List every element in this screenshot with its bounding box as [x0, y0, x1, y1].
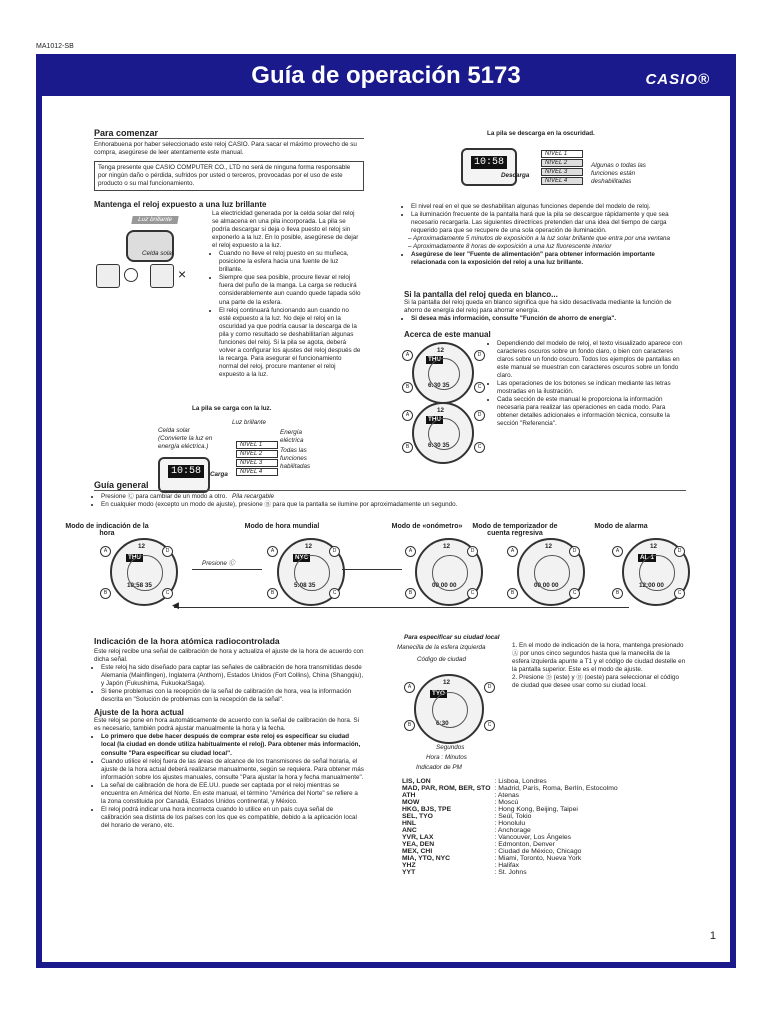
- general-bullet: • Presione Ⓒ para cambiar de un modo a otro.: [101, 493, 686, 501]
- blank-section: [404, 290, 686, 323]
- title-bar: [42, 60, 730, 96]
- atomic-sub-heading: Ajuste de la hora actual: [94, 708, 184, 718]
- button-d-icon: D: [162, 546, 173, 557]
- city-row: [402, 799, 622, 806]
- button-a-icon: A: [402, 410, 413, 421]
- level-box: NIVEL 3: [541, 168, 583, 176]
- city-row: [402, 834, 622, 841]
- button-b-icon: B: [612, 588, 623, 599]
- charge-functions: Todas las funciones habilitadas: [280, 447, 311, 471]
- city-code: SEL, TYO: [402, 813, 433, 820]
- button-a-icon: A: [404, 682, 415, 693]
- city-name: : Miami, Toronto, Nueva York: [494, 855, 582, 862]
- city-code: MEX, CHI: [402, 848, 433, 855]
- city-row: [402, 806, 622, 813]
- atomic-bullet: • Cuando utilice el reloj fuera de las áreas de alcance de los transmisores de señal horaria, el ajuste de la hora actual deberá realizarse manualmente, según se requiera. Para obtener más información sobre los ajustes manuales, consulte "Para ajustar la hora y fecha manualmente".: [101, 758, 364, 782]
- atomic-sub-text: Este reloj se pone en hora automáticamente de acuerdo con la señal de calibración de hora. Si es necesario, también podrá ajustar manualmente la hora y la fecha.: [94, 717, 359, 733]
- watch-time: 6:30 35: [428, 382, 450, 389]
- light-bullet: • El reloj continuará funcionando aun cuando no esté expuesto a la luz. No deje el reloj en la oscuridad ya que podría causar la descarga de la pila y como resultado se deshabilitarían algunas funciones del reloj. Si la pila se agota, deberá volver a configurar los ajustes del reloj después de la recarga. Para asegurar el funcionamiento normal del reloj, procure mantener el reloj expuesto a la luz.: [219, 307, 362, 379]
- charge-label: Carga: [210, 471, 228, 478]
- city-heading: Para especificar su ciudad local: [404, 634, 500, 641]
- city-name: : Moscú: [494, 799, 519, 806]
- watch-time: 00 00 00: [534, 582, 559, 589]
- watch-mode: THU: [128, 554, 141, 561]
- mode-label: Modo de temporizador de cuenta regresiva: [472, 523, 558, 537]
- level-box: NIVEL 4: [236, 468, 278, 476]
- city-name: : Hong Kong, Beijing, Taipei: [494, 806, 578, 813]
- mode-label: Modo de indicación de la hora: [65, 523, 149, 537]
- city-row: [402, 841, 622, 848]
- city-section: [404, 634, 686, 642]
- discharge-levels: [541, 150, 583, 186]
- intro-text: Enhorabuena por haber seleccionado este reloj CASIO. Para sacar el máximo provecho de su compra, asegúrese de leer atentamente este manual.: [94, 141, 357, 157]
- atomic-bullet: • Si tiene problemas con la recepción de la señal de calibración de hora, vea la información descrita en "Solución de problemas con la recepción de la señal".: [101, 688, 364, 704]
- page-frame: [36, 54, 736, 968]
- button-c-icon: C: [467, 588, 478, 599]
- atomic-bullet: • El reloj podrá indicar una hora incorrecta cuando lo utilice en un país cuya señal de calibración sea distinta de los países con los que es compatible, debido a la aplicación local del horario de verano, etc.: [101, 806, 364, 830]
- watch-mode: AL-1: [640, 554, 654, 561]
- light-label-bright: Luz brillante: [131, 216, 178, 224]
- watch-mode: TYO: [432, 690, 445, 697]
- city-row: [402, 820, 622, 827]
- blank-bold: • Si desea más información, consulte "Función de ahorro de energía".: [411, 315, 686, 323]
- city-row: [402, 848, 622, 855]
- city-step: 2. Presione Ⓓ (este) y Ⓑ (oeste) para seleccionar el código de ciudad que desee usar como su ciudad local.: [512, 674, 679, 690]
- button-a-icon: A: [100, 546, 111, 557]
- watch-time: 6:30 35: [428, 442, 450, 449]
- blank-text: Si la pantalla del reloj queda en blanco significa que ha sido desactivada mediante la función de ahorro de energía del reloj para ahorrar energía.: [404, 299, 672, 315]
- level-box: NIVEL 2: [541, 159, 583, 167]
- button-b-icon: B: [405, 588, 416, 599]
- intro-section: [94, 128, 364, 191]
- mode-label: Modo de alarma: [594, 523, 648, 530]
- brand-logo: CASIO®: [645, 71, 710, 88]
- city-label-code: Código de ciudad: [417, 656, 467, 663]
- hand-on-icon: [96, 264, 120, 288]
- button-c-icon: C: [474, 382, 485, 393]
- watch-time: 00 00 00: [432, 582, 457, 589]
- watch-top: 12: [138, 543, 146, 550]
- mode-label: Modo de hora mundial: [244, 523, 320, 530]
- discharge-caption: La pila se descarga en la oscuridad.: [487, 130, 595, 137]
- city-name: : Seúl, Tokio: [494, 813, 532, 820]
- atomic-text: Este reloj recibe una señal de calibración de hora y actualiza el ajuste de la hora de acuerdo con dicha señal.: [94, 648, 364, 664]
- button-d-icon: D: [467, 546, 478, 557]
- light-text-block: [212, 210, 362, 379]
- atomic-bullet: • La señal de calibración de hora de EE.UU. puede ser captada por el reloj mientras se encuentra en América del Norte. En este manual, el término "América del Norte" se refiere a la zona constituida por Canadá, Estados Unidos continental, y México.: [101, 782, 364, 806]
- forward-arrow: [342, 569, 402, 570]
- city-name: : Anchorage: [494, 827, 531, 834]
- city-name: : Ciudad de México, Chicago: [494, 848, 582, 855]
- button-a-icon: A: [267, 546, 278, 557]
- notes-dash: – Aproximadamente 8 horas de exposición a una luz fluorescente interior: [408, 243, 612, 251]
- intro-notice: Tenga presente que CASIO COMPUTER CO., LTD no será de ninguna forma responsable por ningún daño o pérdida, sufridos por usted o terceros, provocadas por el uso de este producto o su mal funcionamiento.: [94, 161, 364, 191]
- atomic-bold-bullet: • Lo primero que debe hacer después de comprar este reloj es especificar su ciudad local (la ciudad en donde utiliza habitualmente el reloj). Para obtener más información, consulte "Para especificar su ciudad local".: [101, 733, 364, 757]
- city-name: : Madrid, París, Roma, Berlín, Estocolmo: [494, 785, 618, 792]
- city-label-hm: Hora : Minutos: [426, 754, 467, 761]
- button-d-icon: D: [474, 350, 485, 361]
- discharge-display: 10:58: [471, 156, 507, 169]
- city-name: : Atenas: [494, 792, 520, 799]
- about-watch-1: [412, 342, 474, 404]
- ok-mark-icon: [124, 268, 138, 282]
- button-b-icon: B: [402, 442, 413, 453]
- charge-battery: Pila recargable: [232, 493, 275, 500]
- city-row: [402, 785, 622, 792]
- button-c-icon: C: [484, 720, 495, 731]
- city-label-sec: Segundos: [436, 744, 465, 751]
- city-row: [402, 792, 622, 799]
- city-code: YVR, LAX: [402, 834, 434, 841]
- button-a-icon: A: [507, 546, 518, 557]
- city-steps: [512, 642, 686, 690]
- city-name: : Edmonton, Denver: [494, 841, 555, 848]
- charge-bright: Luz brillante: [232, 419, 266, 426]
- charge-caption: La pila se carga con la luz.: [192, 405, 272, 412]
- city-step-text: En el modo de indicación de la hora, mantenga presionado Ⓐ por unos cinco segundos hasta que la manecilla de la esfera izquierda apunte a T1 y el código de ciudad destelle en la pantalla superior. Este es el modo de ajuste.: [512, 642, 686, 674]
- level-box: NIVEL 1: [541, 150, 583, 158]
- city-name: : Honolulu: [494, 820, 526, 827]
- city-code: ATH: [402, 792, 416, 799]
- watch-top: 12: [437, 407, 445, 414]
- watch-top: 12: [443, 543, 451, 550]
- city-label-hand: Manecilla de la esfera izquierda: [397, 644, 486, 651]
- watch-top: 12: [305, 543, 313, 550]
- atomic-heading: Indicación de la hora atómica radiocontrolada: [94, 636, 280, 646]
- button-c-icon: C: [474, 442, 485, 453]
- button-c-icon: C: [162, 588, 173, 599]
- page-number: 1: [709, 930, 716, 942]
- discharge-lcd-watch: [461, 148, 517, 186]
- level-box: NIVEL 1: [236, 441, 278, 449]
- forward-arrow: [192, 569, 262, 570]
- city-name: : Vancouver, Los Ángeles: [494, 834, 572, 841]
- arrow-left-icon: ◀: [172, 600, 179, 610]
- atomic-bullet: • Este reloj ha sido diseñado para captar las señales de calibración de hora transmitidas desde Alemania (Mainflingen), Inglaterra (Anthorn), Estados Unidos (Fort Collins), China (Shangqiu), y Japón (Fukushima, Fukuoka/Saga).: [101, 664, 364, 688]
- city-code: YEA, DEN: [402, 841, 435, 848]
- light-label-cell: Celda solar: [142, 250, 174, 257]
- watch-mode: THU: [428, 416, 441, 423]
- watch-time: 10:58 35: [127, 582, 152, 589]
- button-b-icon: B: [100, 588, 111, 599]
- watch-mode: THU: [428, 356, 441, 363]
- button-d-icon: D: [484, 682, 495, 693]
- general-bullet: • En cualquier modo (excepto un modo de ajuste), presione Ⓑ para que la pantalla se ilumine por aproximadamente un segundo.: [101, 501, 686, 509]
- ng-mark-icon: ×: [178, 266, 187, 282]
- button-a-icon: A: [402, 350, 413, 361]
- blank-heading: Si la pantalla del reloj queda en blanco...: [404, 290, 558, 299]
- city-code: LIS, LON: [402, 778, 431, 785]
- press-c-label: Presione Ⓒ: [202, 560, 235, 567]
- button-c-icon: C: [674, 588, 685, 599]
- city-code: YYT: [402, 869, 416, 876]
- light-heading: Mantenga el reloj expuesto a una luz brillante: [94, 200, 267, 209]
- city-watch: [414, 674, 484, 744]
- watch-top: 12: [545, 543, 553, 550]
- return-arrow: [174, 607, 629, 608]
- button-c-icon: C: [329, 588, 340, 599]
- city-step-text: Presione Ⓓ (este) y Ⓑ (oeste) para seleccionar el código de ciudad que desee usar como su ciudad local.: [512, 674, 679, 690]
- right-notes: [404, 203, 686, 267]
- watch-top: 12: [443, 679, 451, 686]
- discharge-label: Descarga: [501, 172, 530, 179]
- city-code: ANC: [402, 827, 417, 834]
- charge-display: 10:58: [168, 465, 204, 478]
- city-step: 1. En el modo de indicación de la hora, mantenga presionado Ⓐ por unos cinco segundos hasta que la manecilla de la esfera izquierda apunte a T1 y el código de ciudad destelle en la pantalla superior. Este es el modo de ajuste.: [512, 642, 686, 674]
- about-watch-2: [412, 402, 474, 464]
- city-table: [402, 778, 622, 876]
- city-row: [402, 813, 622, 820]
- city-label-pm: Indicador de PM: [416, 764, 462, 771]
- button-b-icon: B: [507, 588, 518, 599]
- city-row: [402, 869, 622, 876]
- page-title: Guía de operación 5173: [251, 62, 521, 89]
- watch-top: 12: [650, 543, 658, 550]
- city-code: MIA, YTO, NYC: [402, 855, 451, 862]
- watch-time: 12:00 00: [639, 582, 664, 589]
- about-bullet: • Dependiendo del modelo de reloj, el texto visualizado aparece con caracteres oscuros sobre un fondo claro, o bien con caracteres claros sobre un fondo oscuro. Todos los ejemplos de pantallas en este manual se muestran con caracteres oscuros sobre un fondo claro.: [497, 340, 686, 380]
- discharge-diagram: [457, 140, 657, 200]
- button-b-icon: B: [267, 588, 278, 599]
- notes-dash-text: Aproximadamente 8 horas de exposición a una luz fluorescente interior: [413, 243, 612, 251]
- notes-dash-text: Aproximadamente 5 minutos de exposición a la luz solar brillante que entra por una ventana: [413, 235, 670, 243]
- button-d-icon: D: [474, 410, 485, 421]
- watch-mode: NYC: [295, 554, 309, 561]
- button-d-icon: D: [674, 546, 685, 557]
- city-name: : Lisboa, Londres: [494, 778, 547, 785]
- notes-bullet: • La iluminación frecuente de la pantalla hará que la pila se descargue rápidamente y que sea necesario recargarla. Las siguientes directrices pretenden dar una idea del tiempo de carga requerido para que se recupere de una sola operación de iluminación.: [411, 211, 686, 235]
- city-code: MAD, PAR, ROM, BER, STO: [402, 785, 491, 792]
- watch-time: 6:30: [436, 720, 449, 727]
- intro-heading: Para comenzar: [94, 128, 364, 139]
- notes-dash: – Aproximadamente 5 minutos de exposición a la luz solar brillante que entra por una ventana: [408, 235, 670, 243]
- light-text: La electricidad generada por la celda solar del reloj se almacena en una pila incorporada. La pila se podría descargar si deja o lleva puesto el reloj sin exponerlo a la luz. En lo posible, asegúrese de dejar el reloj expuesto a la luz.: [212, 210, 359, 250]
- general-section: [94, 480, 686, 509]
- about-heading: Acerca de este manual: [404, 330, 491, 339]
- discharge-note: Algunas o todas las funciones están deshabilitadas: [591, 162, 646, 186]
- button-d-icon: D: [569, 546, 580, 557]
- notes-bold-bullet: • Asegúrese de leer "Fuente de alimentación" para obtener información importante relacionada con la exposición del reloj a una luz brillante.: [411, 251, 686, 267]
- atomic-section: [94, 636, 364, 830]
- charge-cell: Celda solar (Convierte la luz en energía eléctrica.): [158, 427, 213, 451]
- about-bullet: • Las operaciones de los botones se indican mediante las letras mostradas en la ilustración.: [497, 380, 686, 396]
- city-row: [402, 862, 622, 869]
- charge-levels: [236, 441, 278, 477]
- hand-sleeve-icon: [150, 264, 174, 288]
- light-bullet: • Cuando no lleve el reloj puesto en su muñeca, posicione la esfera hacia una fuente de luz brillante.: [219, 250, 362, 274]
- about-text: [490, 340, 686, 429]
- charge-energy: Energía eléctrica: [280, 429, 304, 445]
- city-code: HNL: [402, 820, 416, 827]
- city-row: [402, 855, 622, 862]
- level-box: NIVEL 2: [236, 450, 278, 458]
- level-box: NIVEL 4: [541, 177, 583, 185]
- city-code: MOW: [402, 799, 420, 806]
- button-a-icon: A: [612, 546, 623, 557]
- watch-top: 12: [437, 347, 445, 354]
- level-box: NIVEL 3: [236, 459, 278, 467]
- city-code: HKG, BJS, TPE: [402, 806, 452, 813]
- button-b-icon: B: [404, 720, 415, 731]
- city-name: : Halifax: [494, 862, 520, 869]
- city-code: YHZ: [402, 862, 416, 869]
- city-row: [402, 827, 622, 834]
- city-row: [402, 778, 622, 785]
- general-heading: Guía general: [94, 480, 686, 491]
- button-c-icon: C: [569, 588, 580, 599]
- mode-label: Modo de «onómetro»: [391, 523, 463, 530]
- watch-time: 5:08 35: [294, 582, 316, 589]
- light-bullet: • Siempre que sea posible, procure llevar el reloj fuera del puño de la manga. La carga se reducirá considerablemente aun cuando quede tapada sólo una parte de la esfera.: [219, 274, 362, 306]
- button-b-icon: B: [402, 382, 413, 393]
- button-a-icon: A: [405, 546, 416, 557]
- city-name: : St. Johns: [494, 869, 527, 876]
- about-bullet: • Cada sección de este manual le proporciona la información necesaria para realizar las operaciones en cada modo. Para obtener detalles adicionales e información técnica, consulte la sección "Referencia".: [497, 396, 686, 428]
- document-code: MA1012-SB: [36, 43, 74, 50]
- light-illustration: [94, 210, 209, 330]
- button-d-icon: D: [329, 546, 340, 557]
- notes-bullet: • El nivel real en el que se deshabilitan algunas funciones depende del modelo de reloj.: [411, 203, 686, 211]
